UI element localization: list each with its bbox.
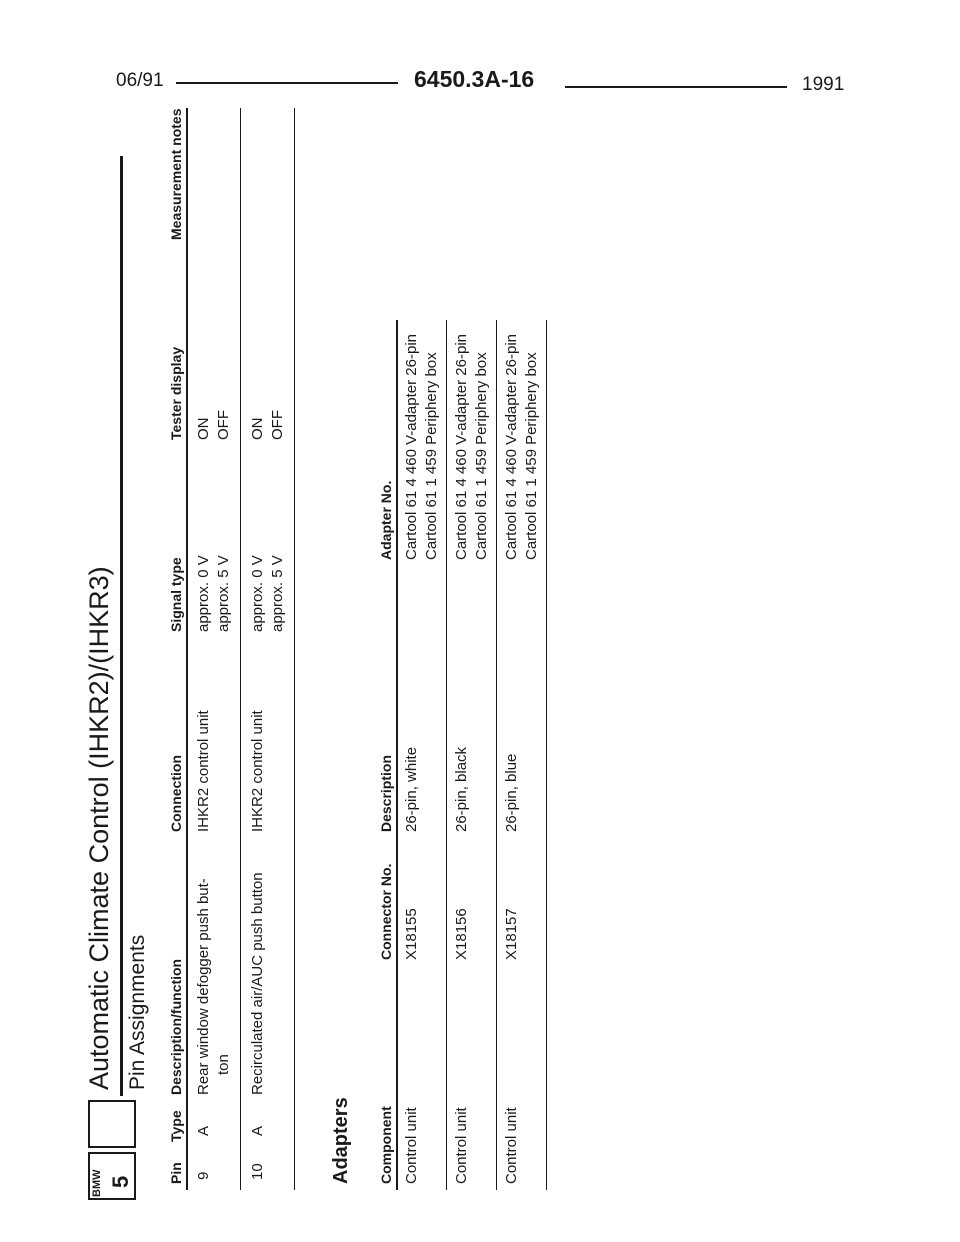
header-rule-right [565, 86, 787, 88]
page-title: Automatic Climate Control (IHKR2)/(IHKR3) [84, 566, 114, 1090]
header-doc-number: 6450.3A-16 [414, 66, 535, 92]
row-divider [446, 320, 447, 1190]
adapter-component: Control unit [453, 1107, 470, 1184]
adapter-number: Cartool 61 4 460 V-adapter 26-pin [403, 334, 420, 560]
adapter-connector: X18157 [503, 908, 520, 960]
page-subtitle: Pin Assignments [126, 934, 149, 1090]
adapter-description: 26-pin, black [453, 746, 470, 832]
adapter-component: Control unit [403, 1107, 420, 1184]
col-header-signal-type: Signal type [168, 557, 184, 632]
pin-connection: IHKR2 control unit [249, 710, 266, 832]
adapter-connector: X18155 [403, 908, 420, 960]
adapter-number: Cartool 61 1 459 Periphery box [473, 352, 490, 560]
adapter-component: Control unit [503, 1107, 520, 1184]
adapter-description: 26-pin, blue [503, 753, 520, 832]
header-year: 1991 [802, 74, 845, 95]
pin-header-rule [186, 108, 188, 1190]
adapter-number: Cartool 61 4 460 V-adapter 26-pin [453, 334, 470, 560]
adapter-number: Cartool 61 4 460 V-adapter 26-pin [503, 334, 520, 560]
bmw-logo [88, 1152, 136, 1200]
adapter-description: 26-pin, white [403, 746, 420, 832]
pin-signal-high: approx. 5 V [215, 555, 232, 632]
col-header-adapter-description: Description [378, 754, 394, 832]
row-divider [496, 320, 497, 1190]
col-header-component: Component [378, 1106, 394, 1184]
pin-description: Rear window defogger push but- [195, 878, 212, 1095]
title-rule [120, 156, 123, 1096]
pin-number: 9 [195, 1171, 212, 1180]
pin-type: A [249, 1125, 266, 1136]
col-header-connector-no: Connector No. [378, 863, 394, 960]
pin-tester-off: OFF [215, 410, 232, 440]
row-divider [240, 108, 241, 1190]
logo-brand: BMW [91, 1169, 103, 1197]
col-header-tester-display: Tester display [168, 346, 184, 440]
pin-type: A [195, 1125, 212, 1136]
pin-signal-low: approx. 0 V [249, 555, 266, 632]
col-header-adapter-no: Adapter No. [378, 480, 394, 560]
pin-description: Recirculated air/AUC push button [249, 872, 266, 1095]
pin-tester-off: OFF [269, 410, 286, 440]
row-divider [546, 320, 547, 1190]
rotated-content [80, 100, 640, 1200]
adapter-connector: X18156 [453, 908, 470, 960]
col-header-pin: Pin [168, 1162, 184, 1184]
adapter-number: Cartool 61 1 459 Periphery box [523, 352, 540, 560]
pin-tester-on: ON [195, 417, 212, 440]
page-header [0, 64, 960, 104]
pin-tester-on: ON [249, 417, 266, 440]
col-header-type: Type [168, 1110, 184, 1142]
pin-description-cont: ton [215, 1054, 232, 1075]
logo-empty-box [88, 1100, 136, 1148]
logo-group-number: 5 [108, 1175, 133, 1188]
col-header-measurement-notes: Measurement notes [168, 108, 184, 240]
header-rule-left [176, 82, 398, 84]
col-header-connection: Connection [168, 755, 184, 832]
pin-signal-low: approx. 0 V [195, 555, 212, 632]
pin-number: 10 [249, 1163, 266, 1180]
adapters-header-rule [396, 320, 398, 1190]
pin-connection: IHKR2 control unit [195, 710, 212, 832]
adapters-heading: Adapters [330, 1097, 352, 1184]
header-date: 06/91 [116, 70, 164, 91]
row-divider [294, 108, 295, 1190]
col-header-description: Description/function [168, 958, 184, 1095]
adapter-number: Cartool 61 1 459 Periphery box [423, 352, 440, 560]
pin-signal-high: approx. 5 V [269, 555, 286, 632]
